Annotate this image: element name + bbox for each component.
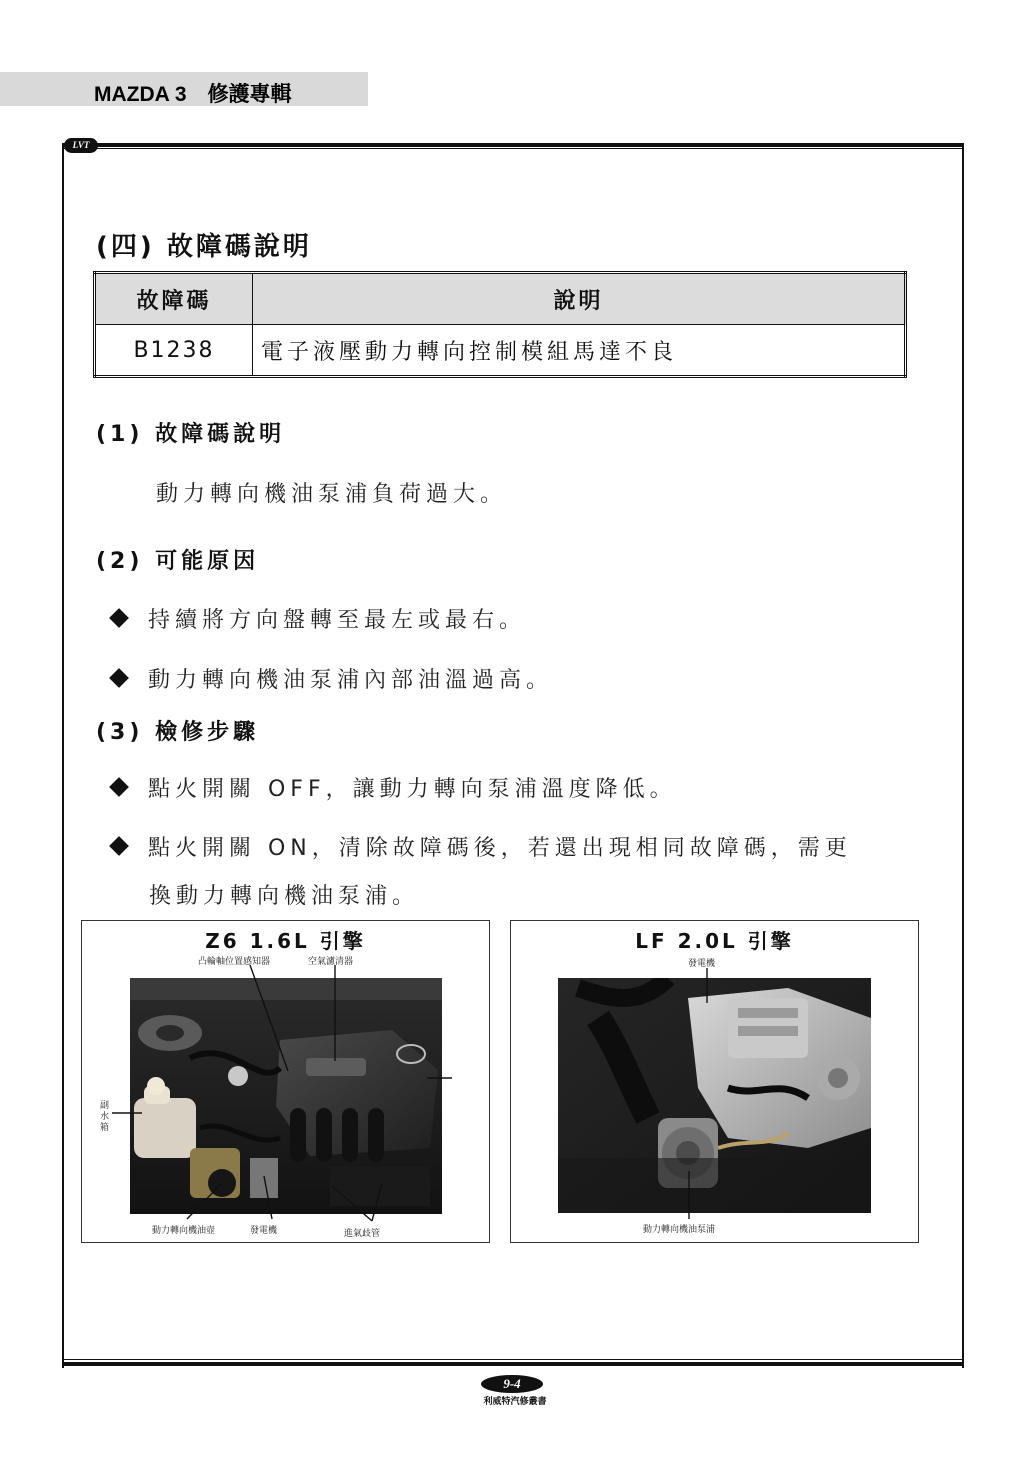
- callout-generator: 發電機: [688, 959, 716, 969]
- subheading-fault-description: (1) 故障碼說明: [96, 422, 286, 447]
- diamond-bullet-icon: [109, 668, 129, 688]
- callout-intake: 進氣歧管: [344, 1229, 381, 1239]
- figure-lf-engine: [510, 920, 919, 1243]
- callout-air-filter: 空氣濾清器: [308, 957, 354, 967]
- diamond-bullet-icon: [109, 836, 129, 856]
- list-item: [109, 772, 677, 803]
- cause-text: 動力轉向機油泵浦內部油溫過高。: [148, 668, 554, 693]
- figure-title: LF 2.0L 引擎: [635, 929, 794, 953]
- figure-z6-engine: [81, 920, 490, 1243]
- diamond-bullet-icon: [109, 777, 129, 797]
- fault-description-cell: 電子液壓動力轉向控制模組馬達不良: [253, 325, 906, 377]
- lf-callout-lines: [511, 921, 920, 1244]
- frame-bottom-rule: [62, 1359, 964, 1366]
- cause-text: 持續將方向盤轉至最左或最右。: [148, 608, 527, 633]
- callout-reservoir: 副水箱: [100, 1101, 110, 1133]
- fault-code-table: [93, 271, 907, 378]
- subheading-repair-steps: (3) 檢修步驟: [96, 720, 260, 745]
- column-header-code: 故障碼: [95, 273, 253, 325]
- figure-title: Z6 1.6L 引擎: [205, 929, 366, 953]
- callout-ps-oil-tank: 動力轉向機油壺: [152, 1226, 216, 1236]
- table-header-row: [95, 273, 906, 325]
- publisher-name: 利威特汽修叢書: [483, 1397, 547, 1407]
- subheading-possible-causes: (2) 可能原因: [96, 549, 260, 574]
- step-text: 點火開關 ON，清除故障碼後，若還出現相同故障碼，需更: [148, 836, 852, 861]
- publisher-logo: LVT: [64, 138, 98, 153]
- z6-callout-lines: [82, 921, 491, 1244]
- list-item: [109, 603, 526, 634]
- page-header-title: MAZDA 3 修護專輯: [94, 83, 292, 106]
- callout-cam-sensor: 凸輪軸位置感知器: [198, 957, 271, 967]
- fault-code-cell: B1238: [95, 325, 253, 377]
- section-title: (四) 故障碼說明: [96, 232, 312, 262]
- fault-description-text: 動力轉向機油泵浦負荷過大。: [156, 482, 508, 507]
- callout-ps-pump: 動力轉向機油泵浦: [643, 1225, 716, 1235]
- step-text-continued: 換動力轉向機油泵浦。: [149, 884, 420, 909]
- list-item: [109, 831, 852, 862]
- column-header-description: 說明: [253, 273, 906, 325]
- table-row: [95, 325, 906, 377]
- list-item: [109, 663, 553, 694]
- step-text: 點火開關 OFF，讓動力轉向泵浦溫度降低。: [148, 777, 677, 802]
- page-number-badge: 9-4: [481, 1375, 543, 1393]
- frame-top-rule: [62, 143, 964, 149]
- callout-generator: 發電機: [250, 1226, 278, 1236]
- diamond-bullet-icon: [109, 608, 129, 628]
